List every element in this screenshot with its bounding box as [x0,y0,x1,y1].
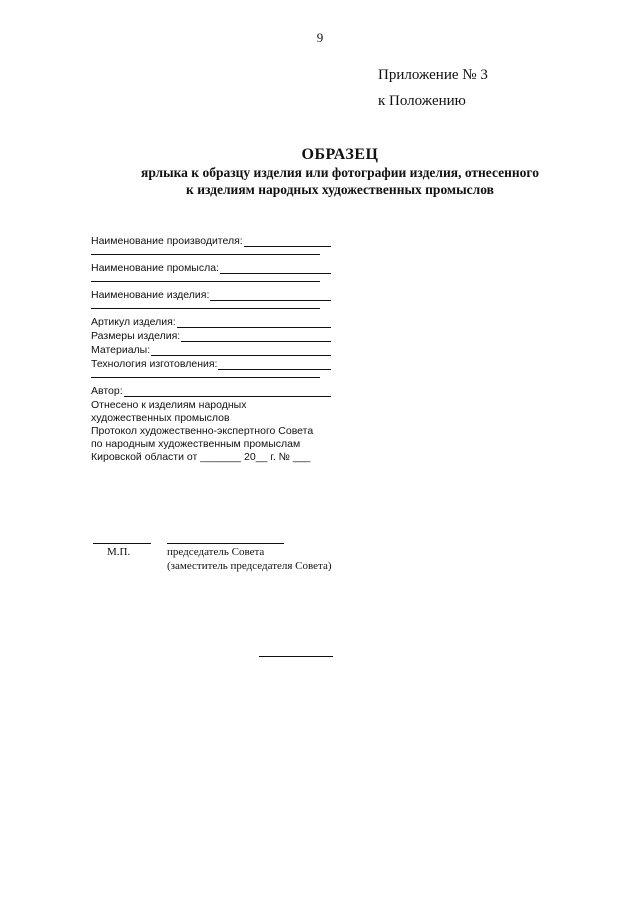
label-form [91,233,331,464]
author-row [91,383,331,397]
title-main: ОБРАЗЕЦ [301,146,379,163]
appendix-block [378,62,488,114]
manufacturer-extra-line [91,247,320,255]
technology-row [91,356,331,370]
stamp-line [93,543,151,544]
appendix-reference: к Положению [378,93,466,109]
title-line-2: к изделиям народных художественных промыслов [186,182,494,197]
manufacturer-blank [244,236,331,247]
product-extra-line [91,301,320,309]
product-blank [210,290,331,301]
sizes-label: Размеры изделия: [91,330,181,342]
materials-row [91,342,331,356]
article-label: Артикул изделия: [91,316,176,328]
note-line-4: по народным художественным промыслам [91,438,301,450]
product-row [91,287,331,301]
chair-label: председатель Совета [167,546,265,558]
appendix-number: Приложение № 3 [378,67,488,83]
technology-extra-line [91,370,320,378]
deputy-label: (заместитель председателя Совета) [167,560,332,572]
craft-blank [220,263,331,274]
note-line-2: художественных промыслов [91,412,230,424]
article-blank [177,317,331,328]
stamp-label: М.П. [107,546,131,558]
title-line-1: ярлыка к образцу изделия или фотографии изделия, отнесенного [141,165,539,180]
sizes-row [91,328,331,342]
article-row [91,314,331,328]
note-line-3: Протокол художественно-экспертного Совета [91,425,314,437]
signature-line [167,543,284,544]
note-line-5: Кировской области от _______ 20__ г. № ___ [91,451,311,463]
materials-blank [151,345,331,356]
sizes-blank [181,331,331,342]
closing-line [259,656,333,657]
product-label: Наименование изделия: [91,289,210,301]
craft-label: Наименование промысла: [91,262,219,274]
note-line-1: Отнесено к изделиям народных [91,399,247,411]
manufacturer-row [91,233,331,247]
document-title [0,146,640,198]
page-number: 9 [316,30,324,45]
manufacturer-label: Наименование производителя: [91,235,243,247]
technology-blank [218,359,331,370]
craft-extra-line [91,274,320,282]
author-label: Автор: [91,385,123,397]
classification-note [91,399,331,464]
materials-label: Материалы: [91,344,151,356]
author-blank [124,386,331,397]
craft-row [91,260,331,274]
technology-label: Технология изготовления: [91,358,218,370]
